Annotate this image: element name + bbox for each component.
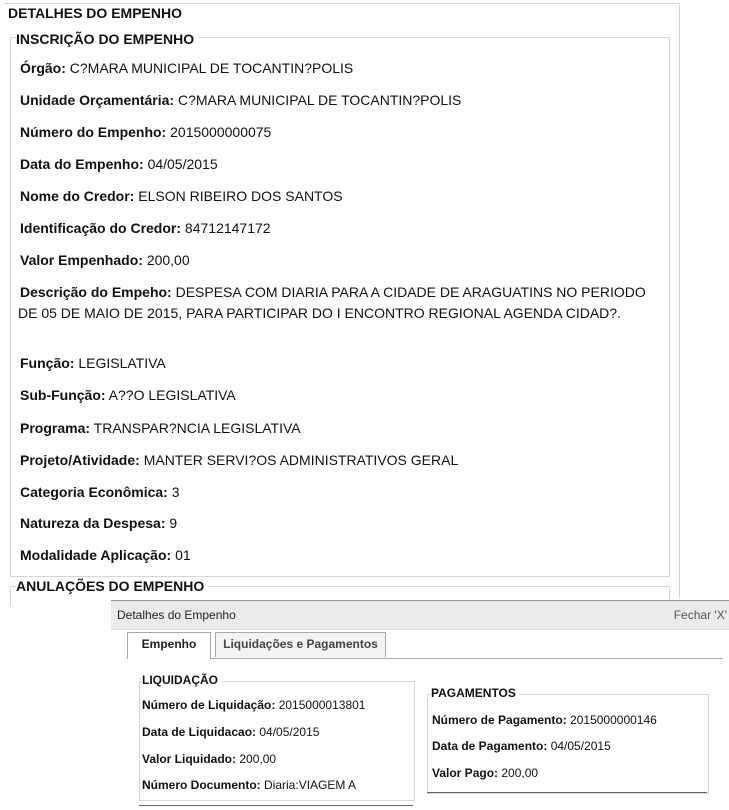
inscricao-title: INSCRIÇÃO DO EMPENHO <box>16 31 198 47</box>
field-modalidade-aplicacao: Modalidade Aplicação: 01 <box>20 547 191 563</box>
tab-empenho[interactable]: Empenho <box>127 632 211 659</box>
field-descricao: Descrição do Empeho: DESPESA COM DIARIA PARA A CIDADE DE ARAGUATINS NO PERIODO DE 05 DE MAIO DE 2015, PARA PARTICIPAR DO I ENCONTRO REGIONAL AGENDA CIDAD?. <box>18 284 646 321</box>
field-data-pagamento: Data de Pagamento: 04/05/2015 <box>432 739 611 753</box>
tab-bar <box>127 632 723 659</box>
field-programa: Programa: TRANSPAR?NCIA LEGISLATIVA <box>20 420 301 436</box>
field-valor-liquidado: Valor Liquidado: 200,00 <box>142 752 277 766</box>
details-dialog <box>111 600 729 810</box>
dialog-title: Detalhes do Empenho <box>117 608 236 622</box>
liquidacao-divider <box>139 805 413 806</box>
dialog-close-button[interactable]: Fechar 'X' <box>673 608 727 622</box>
field-nome-credor: Nome do Credor: ELSON RIBEIRO DOS SANTOS <box>20 188 343 204</box>
pagamentos-title: PAGAMENTOS <box>431 686 519 700</box>
field-valor-pago: Valor Pago: 200,00 <box>432 766 539 780</box>
field-identificacao-credor: Identificação do Credor: 84712147172 <box>20 220 271 236</box>
field-numero-liquidacao: Número de Liquidação: 2015000013801 <box>142 698 366 712</box>
field-data-liquidacao: Data de Liquidacao: 04/05/2015 <box>142 725 320 739</box>
field-valor-empenhado: Valor Empenhado: 200,00 <box>20 252 190 268</box>
field-numero-pagamento: Número de Pagamento: 2015000000146 <box>432 713 657 727</box>
field-projeto-atividade: Projeto/Atividade: MANTER SERVI?OS ADMINISTRATIVOS GERAL <box>20 452 459 468</box>
pagamentos-divider <box>427 792 707 793</box>
field-natureza-despesa: Natureza da Despesa: 9 <box>20 515 178 531</box>
field-sub-funcao: Sub-Função: A??O LEGISLATIVA <box>20 387 236 403</box>
details-title: DETALHES DO EMPENHO <box>8 5 186 21</box>
field-unidade-orcamentaria: Unidade Orçamentária: C?MARA MUNICIPAL DE TOCANTIN?POLIS <box>20 92 462 108</box>
liquidacao-title: LIQUIDAÇÃO <box>142 673 221 687</box>
field-numero-documento: Número Documento: Diaria:VIAGEM A <box>142 778 357 792</box>
field-funcao: Função: LEGISLATIVA <box>20 355 166 371</box>
anulacoes-title: ANULAÇÕES DO EMPENHO <box>16 578 208 594</box>
field-categoria-economica: Categoria Econômica: 3 <box>20 484 180 500</box>
field-orgao: Órgão: C?MARA MUNICIPAL DE TOCANTIN?POLIS <box>20 60 354 76</box>
dialog-header <box>111 601 729 630</box>
field-data-empenho: Data do Empenho: 04/05/2015 <box>20 156 218 172</box>
tab-liquidacoes-pagamentos[interactable]: Liquidações e Pagamentos <box>215 632 386 657</box>
field-numero-empenho: Número do Empenho: 2015000000075 <box>20 124 272 140</box>
